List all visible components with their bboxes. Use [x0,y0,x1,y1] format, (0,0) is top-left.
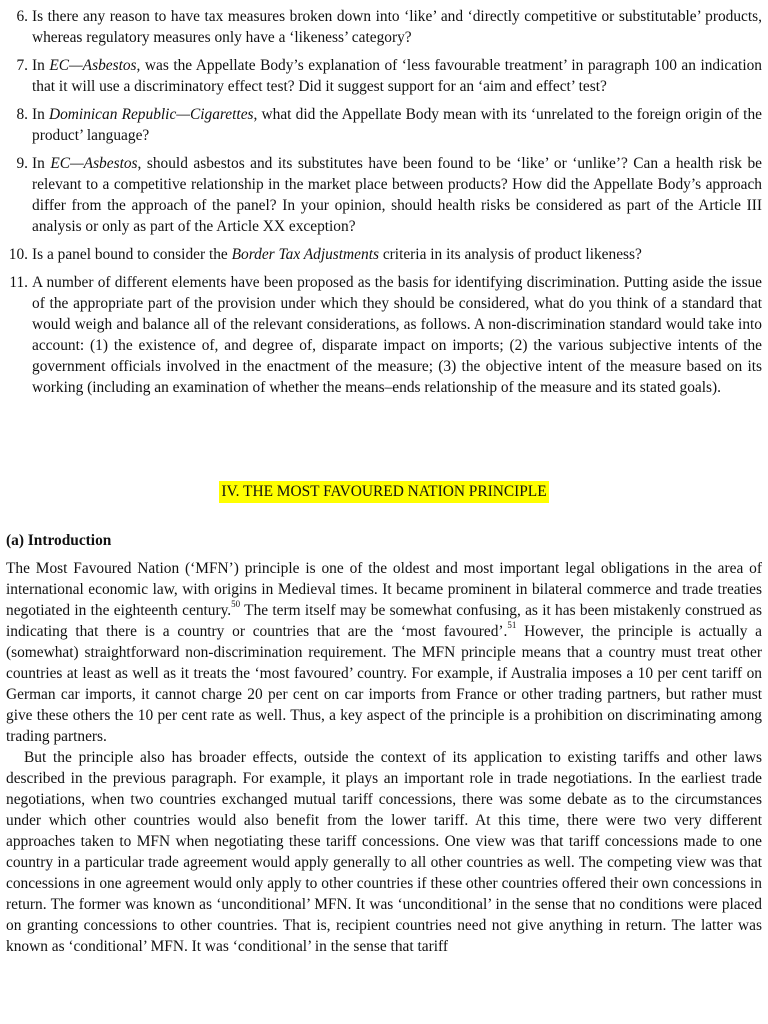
question-number: 10. [8,246,28,263]
case-name: Border Tax Adjustments [231,246,379,263]
subheading: (a) Introduction [6,532,112,549]
section-heading: IV. THE MOST FAVOURED NATION PRINCIPLE [219,481,548,503]
question-item [0,104,768,146]
text-run: , should asbestos and its substitutes have been found to be ‘like’ or ‘unlike’? Can a health risk be relevant to a competitive relationship in the market place between products? How did the Appellate Body’s approach differ from the approach of the panel? In your opinion, should health risks be considered as part of the Article III analysis or only as part of the Article XX exception? [32,155,763,235]
text-run: Is a panel bound to consider the [32,246,232,263]
text-run: The term itself may be somewhat confusing, as it has been mistakenly construed as indicating that there is a country or countries that are the ‘most favoured’. [6,602,762,640]
text-run: But the principle also has broader effects, outside the context of its application to existing tariffs and other laws described in the previous paragraph. For example, it plays an important role in trade negotiations. In the earliest trade negotiations, when two countries exchanged mutual tariff concessions, there was some debate as to the circumstances under which other countries would also benefit from the lower tariff. At this time, there were two very different approaches taken to MFN when negotiating these tariff concessions. One view was that tariff concessions made to one country in a particular trade agreement would apply generally to all other countries as well. The competing view was that concessions in one agreement would only apply to other countries if these other countries offered their own concessions in return. The former was known as ‘unconditional’ MFN. It was ‘unconditional’ in the sense that no conditions were placed on granting concessions to other countries. That is, recipient countries need not give anything in return. The latter was known as ‘conditional’ MFN. It was ‘conditional’ in the sense that tariff [6,749,762,955]
case-name: EC—Asbestos [49,57,137,74]
section-heading-wrap [0,481,768,503]
body-paragraph [6,558,762,747]
body-paragraph [6,747,762,957]
text-run: However, the principle is actually a (somewhat) straightforward non-discrimination requirement. The MFN principle means that a country must treat other countries at least as well as it treats the ‘most favoured’ country. For example, if Australia imposes a 10 per cent tariff on German car imports, it cannot charge 20 per cent on car imports from France or other trading partners, but rather must give these others the 10 per cent rate as well. Thus, a key aspect of the principle is a prohibition on discriminating among trading partners. [6,623,762,745]
question-number: 8. [16,106,28,123]
question-text [32,155,762,235]
body-text [6,558,762,957]
text-run: In [32,106,49,123]
question-number: 6. [16,8,28,25]
text-run: Is there any reason to have tax measures broken down into ‘like’ and ‘directly competitive or substitutable’ products, whereas regulatory measures only have a ‘likeness’ category? [32,8,762,46]
question-item [0,6,768,48]
question-item [0,55,768,97]
questions-list [0,6,768,405]
text-run: In [32,155,51,172]
question-text [32,246,642,263]
text-run: In [32,57,50,74]
question-text [32,274,762,396]
footnote-ref: 51 [507,620,517,630]
question-text [32,8,762,46]
question-number: 7. [16,57,28,74]
question-number: 11. [9,274,28,291]
question-number: 9. [16,155,28,172]
case-name: EC—Asbestos [50,155,138,172]
text-run: criteria in its analysis of product likeness? [378,246,642,263]
question-text [32,106,762,144]
case-name: Dominican Republic—Cigarettes [49,106,254,123]
question-item [0,244,768,265]
question-item [0,272,768,398]
text-run: , was the Appellate Body’s explanation of ‘less favourable treatment’ in paragraph 100 an indication that it will use a discriminatory effect test? Did it suggest support for an ‘aim and effect’ test? [32,57,763,95]
question-text [32,57,762,95]
footnote-ref: 50 [231,599,241,609]
text-run: , what did the Appellate Body mean with its ‘unrelated to the foreign origin of the product’ language? [32,106,762,144]
text-run: A number of different elements have been proposed as the basis for identifying discrimination. Putting aside the issue of the appropriate part of the provision under which they should be considered, what do you think of a standard that would weigh and balance all of the relevant considerations, as follows. A non-discrimination standard would take into account: (1) the existence of, and degree of, disparate impact on imports; (2) the various subjective intents of the government officials involved in the enactment of the measure; (3) the objective intent of the measure based on its working (including an examination of whether the means–ends relationship of the measure and its stated goals). [32,274,762,396]
text-run: The Most Favoured Nation (‘MFN’) principle is one of the oldest and most important legal obligations in the area of international economic law, with origins in Medieval times. It became prominent in bilateral commerce and trade treaties negotiated in the eighteenth century. [6,560,762,619]
question-item [0,153,768,237]
